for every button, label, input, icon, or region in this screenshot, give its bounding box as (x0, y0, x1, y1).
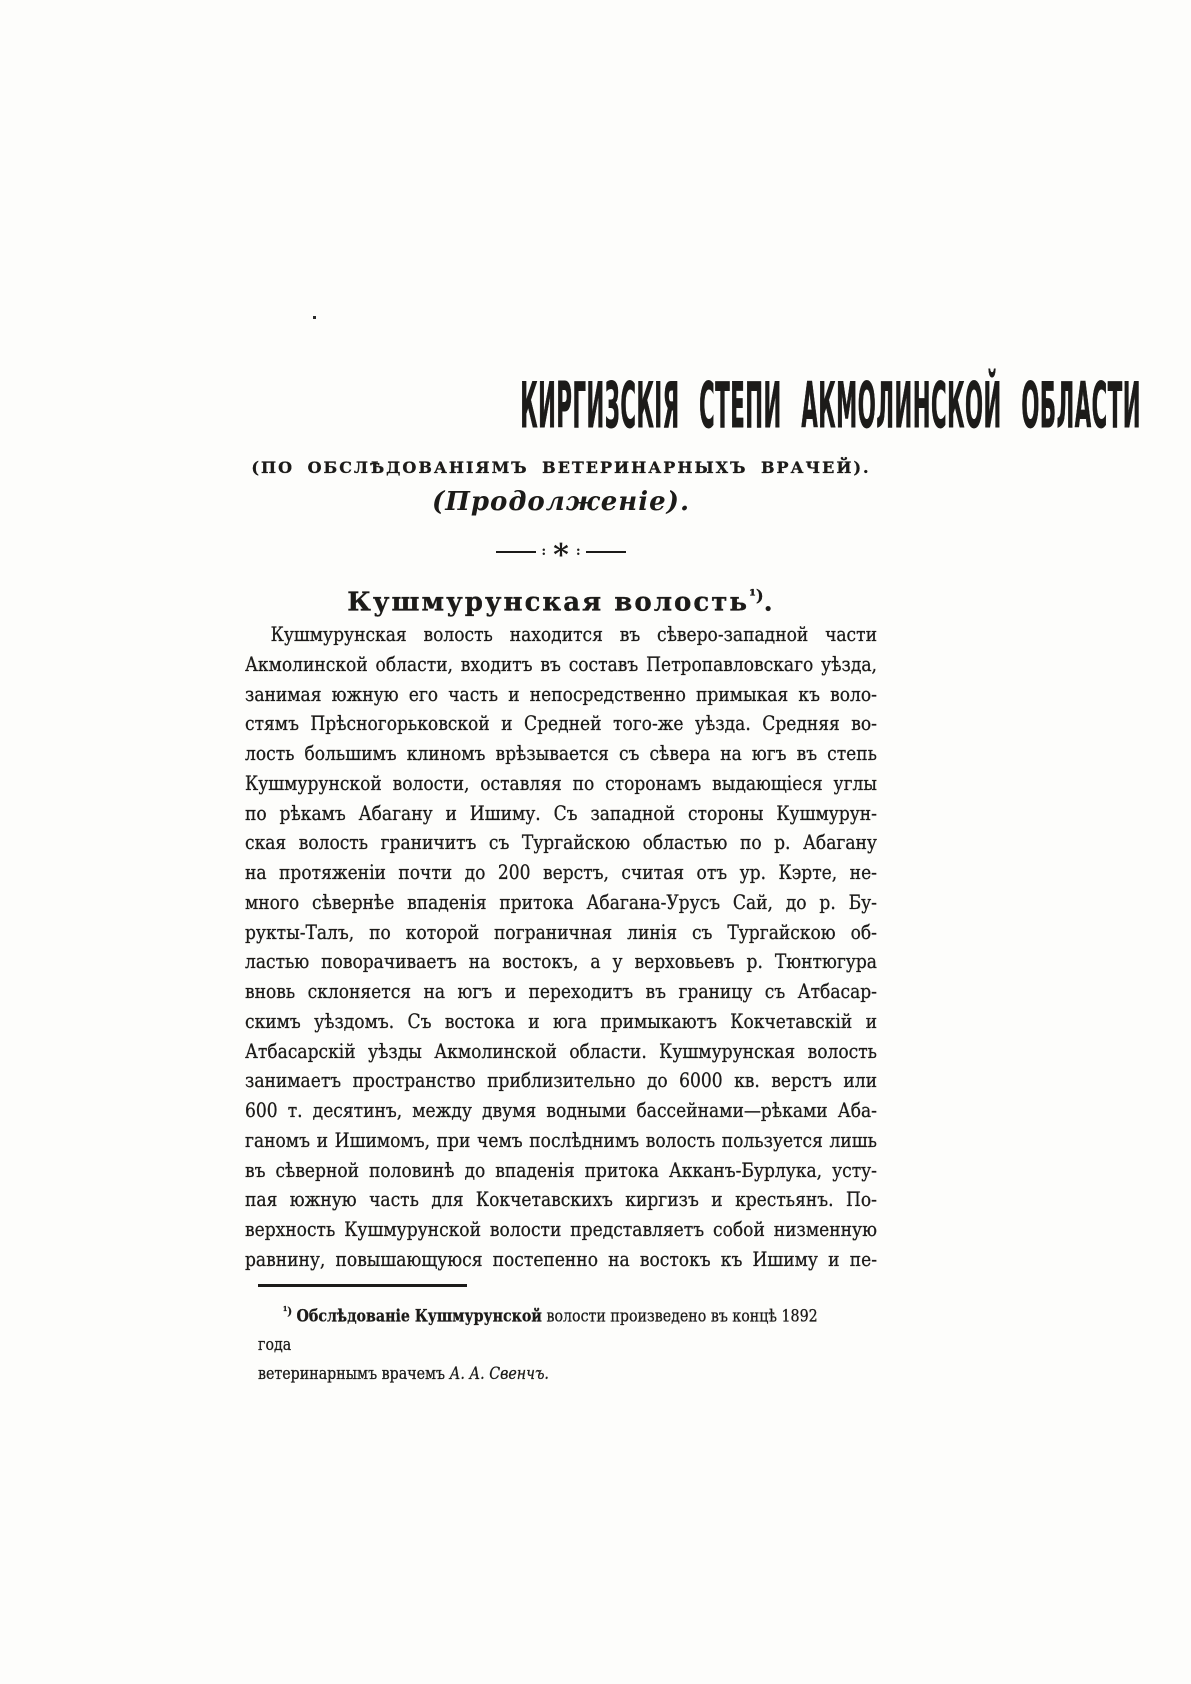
continuation-note: (Продолженіе). (431, 487, 691, 517)
text-line: ская волость граничитъ съ Тургайскою областью по р. Абагану (245, 830, 877, 855)
text-line: ластью поворачиваетъ на востокъ, а у верховьевъ р. Тюнтюгура (245, 949, 877, 974)
text-line: лость большимъ клиномъ врѣзывается съ сѣвера на югъ въ степь (245, 741, 877, 765)
asterisk-star-icon: * (553, 538, 569, 573)
footnote-text: волости произведено въ концѣ 1892 года (258, 1306, 818, 1354)
text-line: много сѣвернѣе впаденія притока Абагана-Урусъ Сай, до р. Бу- (245, 889, 877, 914)
page-title (245, 371, 1142, 443)
ornament-line-left (496, 551, 536, 553)
heading-suffix: . (763, 587, 775, 618)
text-line: ганомъ и Ишимомъ, при чемъ послѣднимъ волость пользуется лишь (245, 1127, 877, 1152)
footnote-rule (258, 1284, 467, 1287)
text-line: 600 т. десятинъ, между двумя водными бассейнами—рѣками Аба- (245, 1098, 877, 1122)
text-line: верхность Кушмурунской волости представляетъ собой низменную (245, 1217, 877, 1241)
text-line: рукты-Талъ, по которой пограничная линія съ Тургайскою об- (245, 919, 877, 944)
text-line: на протяженіи почти до 200 верстъ, считая отъ ур. Кэрте, не- (245, 860, 877, 884)
footnote-line-2 (258, 1360, 818, 1389)
text-line: вновь склоняется на югъ и переходитъ въ границу съ Атбасар- (245, 979, 877, 1003)
footnote-author: А. А. Свенчъ. (449, 1363, 549, 1383)
ornament-line-right (586, 551, 626, 553)
section-heading-text: Кушмурунская волость (347, 587, 749, 618)
text-line: занимая южную его часть и непосредственно примыкая къ воло- (245, 681, 877, 706)
text-line: скимъ уѣздомъ. Съ востока и юга примыкаютъ Кокчетавскій и (245, 1008, 877, 1033)
text-line: по рѣкамъ Абагану и Ишиму. Съ западной стороны Кушмурун- (245, 800, 877, 825)
text-line: Кушмурунской волости, оставляя по сторонамъ выдающіеся углы (245, 770, 877, 795)
ornament-divider (245, 538, 877, 573)
text-line: пая южную часть для Кокчетавскихъ киргизъ и крестьянъ. По- (245, 1187, 877, 1212)
text-line: стямъ Прѣсногорьковской и Средней того-же уѣзда. Средняя во- (245, 711, 877, 736)
footnote (258, 1297, 818, 1388)
page-subtitle: (ПО ОБСЛѢДОВАНІЯМЪ ВЕТЕРИНАРНЫХЪ ВРАЧЕЙ). (251, 458, 871, 477)
scan-speck (313, 316, 316, 319)
page-title-text: КИРГИЗСКІЯ СТЕПИ АКМОЛИНСКОЙ ОБЛАСТИ (520, 371, 1142, 443)
text-line: занимаетъ пространство приблизительно до 6000 кв. верстъ или (245, 1068, 877, 1093)
ornament-dots-right: : (575, 544, 581, 559)
section-heading (245, 580, 877, 619)
footnote-lead: Обслѣдованіе Кушмурунской (296, 1306, 542, 1326)
heading-footnote-mark: ¹) (748, 586, 764, 605)
text-line: Атбасарскій уѣзды Акмолинской области. Кушмурунская волость (245, 1038, 877, 1063)
body-paragraph (245, 620, 877, 1275)
text-line: Кушмурунская волость находится въ сѣверо-западной части (270, 622, 877, 646)
text-line: равнину, повышающуюся постепенно на востокъ къ Ишиму и пе- (245, 1246, 877, 1271)
footnote-text: ветеринарнымъ врачемъ (258, 1363, 446, 1383)
text-line: въ сѣверной половинѣ до впаденія притока Акканъ-Бурлука, усту- (245, 1157, 877, 1182)
ornament-dots-left: : (541, 544, 547, 559)
footnote-mark: ¹) (282, 1304, 293, 1318)
footnote-line-1 (258, 1297, 818, 1360)
text-line: Акмолинской области, входитъ въ составъ Петропавловскаго уѣзда, (245, 651, 877, 676)
